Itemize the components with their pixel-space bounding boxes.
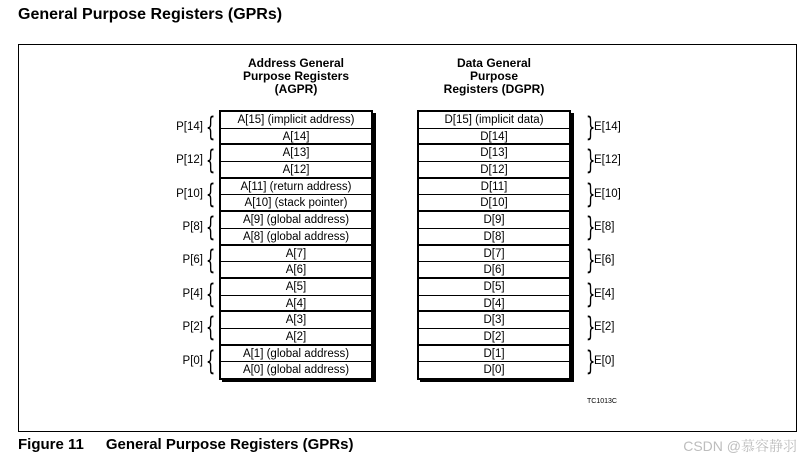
agpr-pair-label: P[0] (182, 354, 203, 367)
dgpr-pair-label: E[14] (594, 120, 621, 133)
agpr-pair-label: P[6] (182, 254, 203, 267)
agpr-register-cell: A[6] (221, 262, 371, 279)
agpr-register-cell: A[8] (global address) (221, 229, 371, 246)
dgpr-pair-label: E[2] (594, 321, 615, 334)
agpr-register-cell: A[2] (221, 329, 371, 346)
figure-code: TC1013C (587, 398, 617, 405)
left-brace-icon: { (205, 278, 216, 310)
agpr-heading-line-1: Address General (247, 56, 345, 70)
figure-caption (18, 436, 353, 453)
right-brace-icon: } (585, 145, 596, 177)
agpr-pair-label: P[12] (176, 154, 203, 167)
dgpr-register-cell: D[12] (419, 162, 569, 179)
dgpr-heading-line-1: Data General (456, 56, 532, 70)
agpr-register-table (219, 110, 373, 380)
agpr-register-cell: A[1] (global address) (221, 346, 371, 363)
right-brace-icon: } (585, 312, 596, 344)
agpr-pair-label: P[2] (182, 321, 203, 334)
left-brace-icon: { (205, 178, 216, 210)
agpr-heading (219, 57, 373, 96)
dgpr-register-cell: D[0] (483, 364, 505, 377)
dgpr-register-cell: D[14] (419, 129, 569, 146)
agpr-pair-label: P[10] (176, 187, 203, 200)
agpr-register-cell: A[9] (global address) (221, 212, 371, 229)
dgpr-register-cell: D[3] (419, 312, 569, 329)
dgpr-table-shadow (571, 113, 574, 382)
dgpr-register-cell: D[5] (419, 279, 569, 296)
agpr-register-cell: A[10] (stack pointer) (221, 195, 371, 212)
page-title: General Purpose Registers (GPRs) (18, 6, 283, 23)
agpr-register-cell: A[7] (221, 246, 371, 263)
dgpr-register-cell: D[10] (419, 195, 569, 212)
dgpr-register-cell: D[7] (419, 246, 569, 263)
agpr-register-cell: A[4] (221, 296, 371, 313)
dgpr-heading-line-2: Purpose (469, 69, 518, 83)
agpr-register-cell: A[15] (implicit address) (221, 112, 371, 129)
agpr-pair-label: P[8] (182, 220, 203, 233)
dgpr-register-cell: D[11] (419, 179, 569, 196)
watermark: CSDN @慕容静羽 (683, 438, 797, 454)
agpr-heading-line-2: Purpose Registers (242, 69, 350, 83)
dgpr-register-cell: D[1] (419, 346, 569, 363)
figure-number: Figure 11 (18, 436, 84, 453)
agpr-pair-label: P[14] (176, 120, 203, 133)
dgpr-pair-label: E[10] (594, 187, 621, 200)
dgpr-heading-line-3: Registers (DGPR) (443, 82, 545, 96)
agpr-register-cell: A[3] (221, 312, 371, 329)
left-brace-icon: { (205, 245, 216, 277)
dgpr-pair-label: E[4] (594, 287, 615, 300)
dgpr-pair-label: E[8] (594, 220, 615, 233)
left-brace-icon: { (205, 312, 216, 344)
left-brace-icon: { (205, 145, 216, 177)
agpr-register-cell: A[11] (return address) (221, 179, 371, 196)
dgpr-register-cell: D[9] (419, 212, 569, 229)
left-brace-icon: { (205, 345, 216, 377)
agpr-register-cell: A[12] (221, 162, 371, 179)
agpr-register-cell: A[13] (221, 145, 371, 162)
dgpr-register-cell: D[8] (419, 229, 569, 246)
right-brace-icon: } (585, 178, 596, 210)
dgpr-register-cell: D[2] (419, 329, 569, 346)
agpr-pair-label: P[4] (182, 287, 203, 300)
agpr-register-cell: A[14] (221, 129, 371, 146)
dgpr-register-cell: D[6] (419, 262, 569, 279)
agpr-register-cell: A[5] (221, 279, 371, 296)
dgpr-register-table (417, 110, 571, 380)
left-brace-icon: { (205, 211, 216, 243)
figure-frame (18, 44, 797, 432)
dgpr-register-cell: D[4] (419, 296, 569, 313)
figure-caption-title: General Purpose Registers (GPRs) (105, 436, 354, 453)
right-brace-icon: } (585, 211, 596, 243)
dgpr-register-cell: D[15] (implicit data) (419, 112, 569, 129)
agpr-table-shadow (373, 113, 376, 382)
dgpr-pair-label: E[6] (594, 254, 615, 267)
right-brace-icon: } (585, 245, 596, 277)
left-brace-icon: { (205, 111, 216, 143)
agpr-register-cell: A[0] (global address) (242, 364, 350, 377)
dgpr-pair-label: E[0] (594, 354, 615, 367)
agpr-heading-line-3: (AGPR) (274, 82, 318, 96)
dgpr-pair-label: E[12] (594, 154, 621, 167)
dgpr-heading (417, 57, 571, 96)
dgpr-register-cell: D[13] (419, 145, 569, 162)
right-brace-icon: } (585, 278, 596, 310)
right-brace-icon: } (585, 111, 596, 143)
right-brace-icon: } (585, 345, 596, 377)
